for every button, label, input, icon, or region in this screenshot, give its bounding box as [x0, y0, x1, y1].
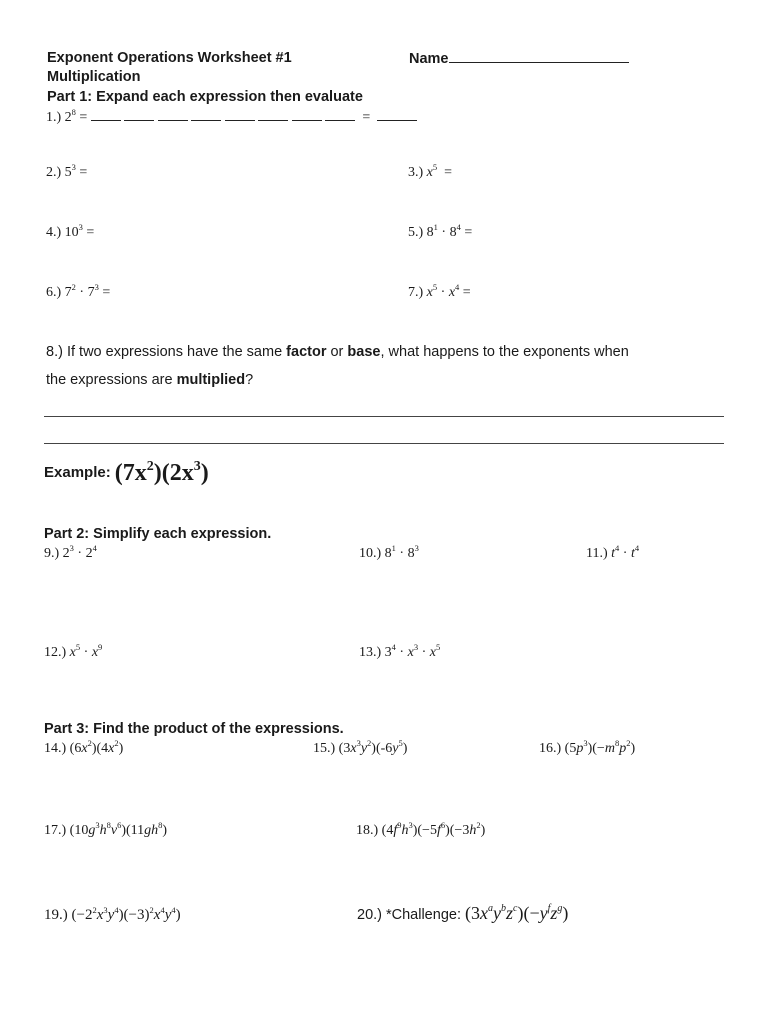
part2-heading: Part 2: Simplify each expression.: [44, 526, 272, 542]
answer-blank[interactable]: [191, 108, 221, 121]
answer-blank[interactable]: [292, 108, 322, 121]
answer-line[interactable]: [44, 443, 724, 444]
answer-blank[interactable]: [158, 108, 188, 121]
question-14: 14.) $(6x^2)(4x^2)$: [44, 738, 124, 756]
question-12: 12.) $x^5 \cdot x^9$: [44, 642, 103, 660]
question-10: 10.) $8^1 \cdot 8^3$: [359, 543, 419, 561]
question-11: 11.) $t^4 \cdot t^4$: [586, 543, 640, 561]
question-2: 2.) $5^3$ =: [46, 162, 88, 180]
challenge-label: *Challenge:: [386, 907, 461, 923]
question-16: 16.) $(5p^3)(-m^8p^2)$: [539, 738, 636, 756]
question-17: 17.) $(10g^3h^8v^6)(11gh^8)$: [44, 820, 168, 838]
question-19: 19.) $(-2^2x^3y^4)(-3)^2x^4y^4$): [44, 905, 181, 923]
name-blank[interactable]: [449, 50, 629, 63]
answer-blank[interactable]: [258, 108, 288, 121]
example-expression: $(7x^2)(2x^3)$: [114, 459, 209, 486]
result-blank[interactable]: [377, 108, 417, 121]
question-4: 4.) $10^3$ =: [46, 222, 95, 240]
answer-blank[interactable]: [325, 108, 355, 121]
question-5: 5.) $8^1 \cdot 8^4$ =: [408, 222, 473, 240]
answer-blank[interactable]: [124, 108, 154, 121]
question-1: 1.) $2^8$ = =: [46, 108, 417, 126]
name-label: Name: [409, 51, 449, 67]
question-15: 15.) $(3x^3y^2)(-6y^5)$: [313, 738, 408, 756]
question-6: 6.) $7^2 \cdot 7^3$ =: [46, 282, 111, 300]
answer-blank[interactable]: [91, 108, 121, 121]
question-9: 9.) $2^3 \cdot 2^4$: [44, 543, 97, 561]
answer-blank[interactable]: [225, 108, 255, 121]
example: [44, 460, 209, 487]
worksheet-title: Exponent Operations Worksheet #1: [47, 50, 292, 66]
question-7: 7.) $x^5 \cdot x^4$ =: [408, 282, 471, 300]
question-13: 13.) $3^4 \cdot x^3 \cdot x^5$: [359, 642, 441, 660]
part1-heading: Part 1: Expand each expression then evaluate: [47, 89, 363, 105]
worksheet-subtitle: Multiplication: [47, 69, 141, 85]
question-20: 20.) *Challenge: $(3x^ay^bz^c)(-y^fz^g)$: [357, 903, 569, 923]
question-8-line2: the expressions are multiplied?: [46, 372, 254, 388]
example-label: Example:: [44, 464, 111, 481]
question-3: 3.) $x^5$ =: [408, 162, 453, 180]
question-18: 18.) $(4f^9h^3)(-5f^6)(-3h^2)$: [356, 820, 486, 838]
name-field[interactable]: [409, 50, 629, 67]
question-8-line1: 8.) If two expressions have the same factor or base, what happens to the exponents when: [46, 344, 629, 360]
part3-heading: Part 3: Find the product of the expressions.: [44, 721, 344, 737]
answer-line[interactable]: [44, 416, 724, 417]
